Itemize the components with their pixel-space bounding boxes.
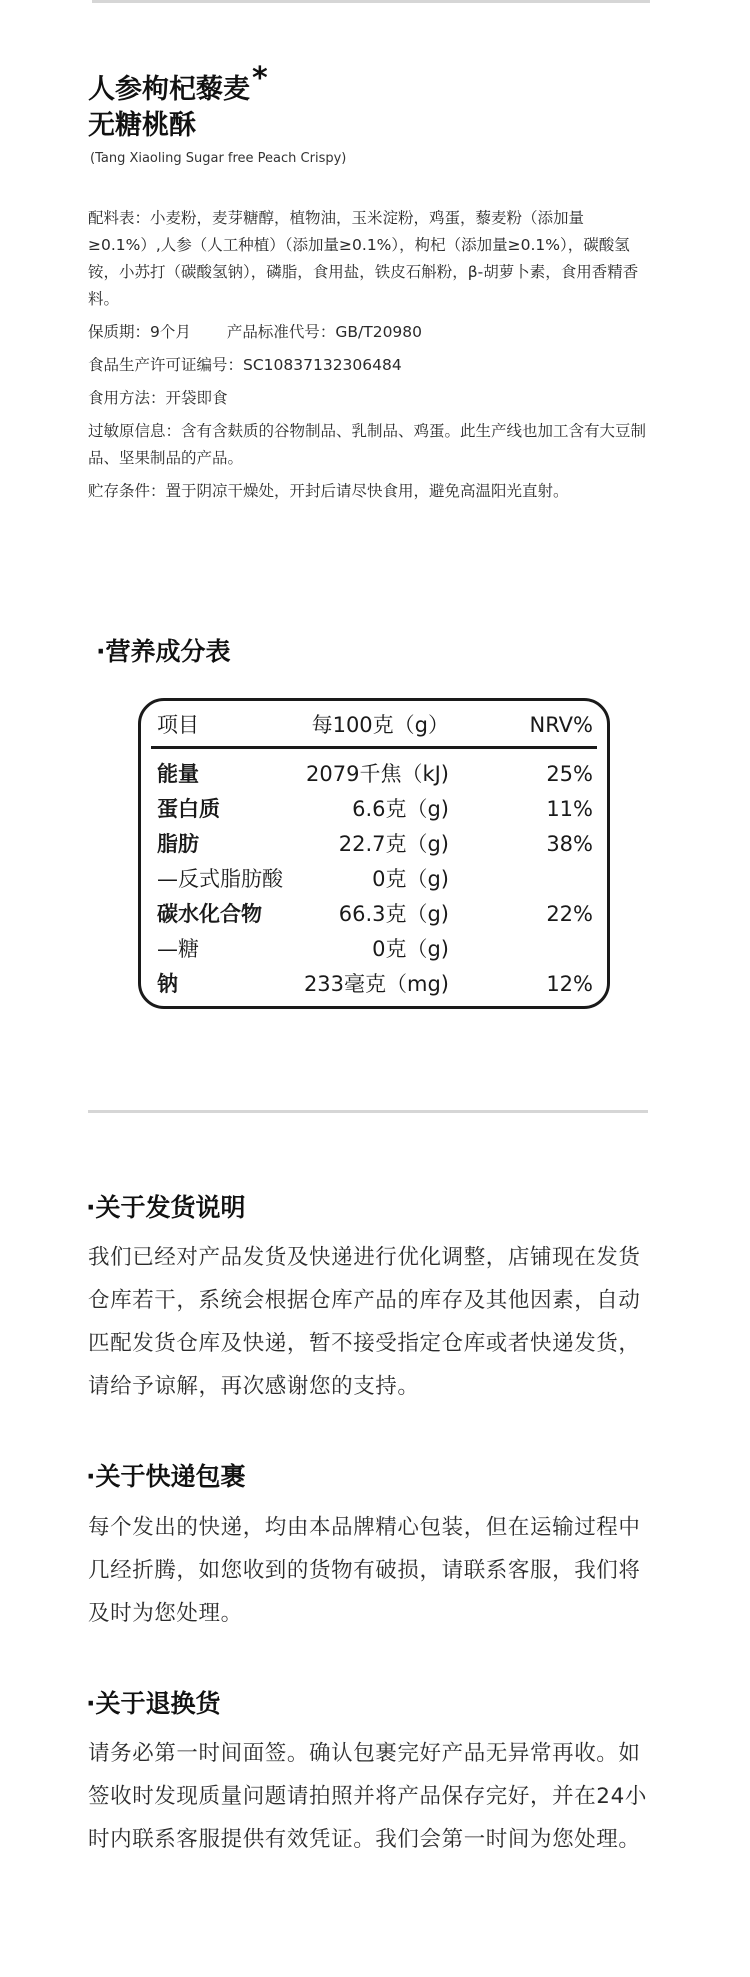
standard-code-text: 产品标准代号：GB/T20980: [226, 323, 423, 341]
nutrient-value: 0克（g): [372, 867, 449, 891]
header-per100: 每100克（g）: [311, 713, 449, 737]
nutrition-row: [157, 861, 597, 897]
nutrient-value: 0克（g): [372, 937, 449, 961]
header-item: 项目: [157, 713, 199, 737]
shipping-text: 我们已经对产品发货及快递进行优化调整，店铺现在发货仓库若干，系统会根据仓库产品的库存及其他因素，自动匹配发货仓库及快递，暂不接受指定仓库或者快递发货，请给予谅解，再次感谢您的支持。: [88, 1245, 641, 1399]
nutrition-title: ·营养成分表: [96, 637, 231, 666]
nutrient-value: 6.6克（g): [352, 797, 449, 821]
nutrient-name: 脂肪: [157, 832, 199, 856]
nutrition-row: [157, 826, 597, 862]
nutrition-table: [138, 698, 610, 1009]
nutrient-nrv: 38%: [546, 832, 593, 856]
nutrient-nrv: 25%: [546, 762, 593, 786]
nutrition-row: [157, 791, 597, 827]
nutrient-value: 233毫克（mg): [303, 972, 449, 996]
package-text: 每个发出的快递，均由本品牌精心包装，但在运输过程中几经折腾，如您收到的货物有破损，请联系客服，我们将及时为您处理。: [88, 1515, 641, 1626]
header-nrv: NRV%: [529, 713, 593, 737]
return-title: ·关于退换货: [86, 1689, 221, 1718]
storage-text: 贮存条件：置于阴凉干燥处，开封后请尽快食用，避免高温阳光直射。: [88, 482, 569, 500]
nutrient-name: —糖: [157, 937, 199, 961]
nutrient-value: 2079千焦（kJ): [306, 762, 449, 786]
nutrient-name: 能量: [157, 762, 199, 786]
package-title: ·关于快递包裹: [86, 1462, 246, 1491]
nutrition-header: [157, 707, 597, 743]
nutrition-row: [157, 756, 597, 792]
nutrition-row: [157, 896, 597, 932]
shelf-life-text: 保质期：9个月: [88, 323, 191, 341]
nutrient-value: 22.7克（g): [338, 832, 449, 856]
product-title-line1: [88, 61, 268, 107]
nutrient-name: 碳水化合物: [157, 902, 262, 926]
allergen-text: 过敏原信息：含有含麸质的谷物制品、乳制品、鸡蛋。此生产线也加工含有大豆制品、坚果制品的产品。: [88, 422, 647, 467]
nutrient-name: 钠: [157, 972, 178, 996]
product-name-main: 人参枸杞藜麦: [88, 74, 250, 105]
product-english-name: (Tang Xiaoling Sugar free Peach Crispy): [90, 151, 347, 166]
shelf-life-line: [88, 319, 648, 346]
product-info: [88, 205, 648, 511]
nutrient-name: 蛋白质: [157, 797, 220, 821]
ingredients-text: 配料表：小麦粉，麦芽糖醇，植物油，玉米淀粉，鸡蛋，藜麦粉（添加量≥0.1%）,人参（人工种植）（添加量≥0.1%），枸杞（添加量≥0.1%），碳酸氢铵，小苏打（碳酸氢钠），磷脂，食用盐，铁皮石斛粉，β-胡萝卜素，食用香精香料。: [88, 209, 639, 308]
usage-text: 食用方法：开袋即食: [88, 389, 228, 407]
product-title-line2: 无糖桃酥: [88, 110, 196, 141]
nutrient-name: —反式脂肪酸: [157, 867, 283, 891]
section-divider: [88, 1110, 648, 1113]
top-divider: [92, 0, 650, 3]
nutrient-nrv: 12%: [546, 972, 593, 996]
nutrient-nrv: 22%: [546, 902, 593, 926]
nutrient-value: 66.3克（g): [338, 902, 449, 926]
star-mark: *: [252, 61, 268, 96]
return-text: 请务必第一时间面签。确认包裹完好产品无异常再收。如签收时发现质量问题请拍照并将产品保存完好，并在24小时内联系客服提供有效凭证。我们会第一时间为您处理。: [88, 1741, 647, 1852]
nutrient-nrv: 11%: [546, 797, 593, 821]
shipping-title: ·关于发货说明: [86, 1193, 246, 1222]
nutrition-row: [157, 966, 597, 1002]
nutrition-row: [157, 931, 597, 967]
nutrition-header-divider: [151, 746, 597, 749]
license-text: 食品生产许可证编号：SC10837132306484: [88, 356, 402, 374]
